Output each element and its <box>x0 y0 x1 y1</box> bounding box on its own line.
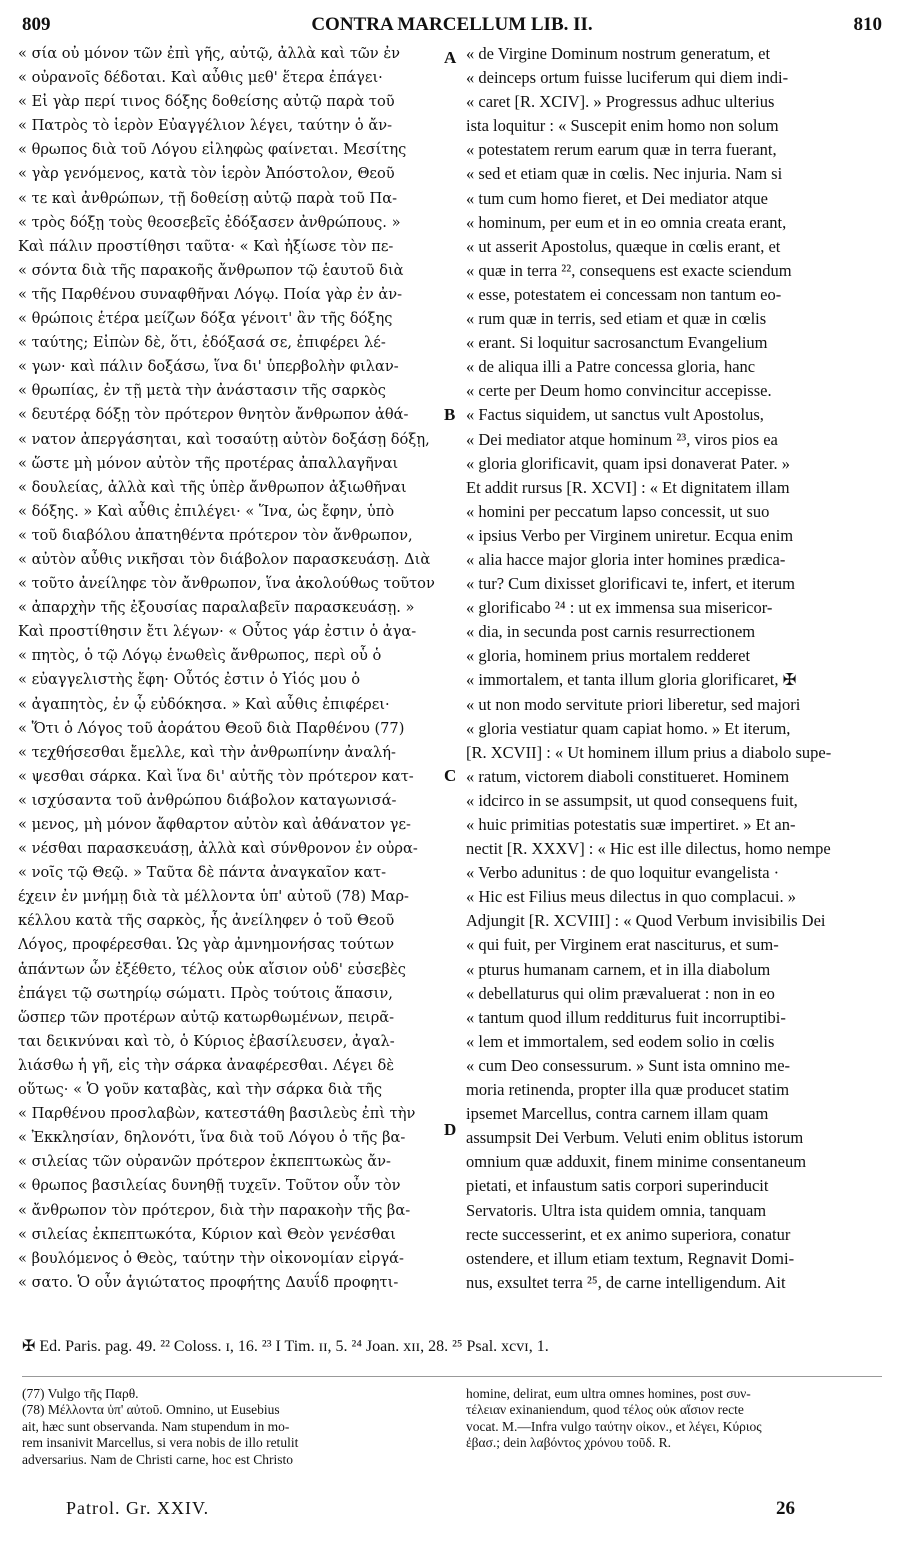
greek-text-line: « νέσθαι παρασκευάσῃ, ἀλλὰ καὶ σύνθρονον ἐν οὐρα- <box>18 840 418 858</box>
greek-text-line: ται δεικνύναι καὶ τὸ, ὁ Κύριος ἐβασίλευσεν, ἀγαλ- <box>18 1032 395 1050</box>
notes-right-column <box>466 1386 884 1452</box>
greek-text-line: « δόξης. » Καὶ αὖθις ἐπιλέγει· « Ἵνα, ὡς ἔφην, ὑπὸ <box>18 502 395 520</box>
greek-text-line: « Πατρὸς τὸ ἱερὸν Εὐαγγέλιον λέγει, ταύτην ὁ ἄν- <box>18 117 393 135</box>
greek-text-line: « σιλείας ἐκπεπτωκότα, Κύριον καὶ Θεὸν γενέσθαι <box>18 1225 396 1243</box>
greek-text-line: Λόγος, προφέρεσθαι. Ὡς γὰρ ἀμνημονήσας τούτων <box>18 936 395 954</box>
latin-text-line: « deinceps ortum fuisse luciferum qui diem indi- <box>466 68 789 88</box>
greek-text-line: « θρωπος βασιλείας δυνηθῇ τυχεῖν. Τοῦτον οὖν τὸν <box>18 1177 401 1195</box>
sheet-number: 26 <box>776 1498 795 1519</box>
latin-text-line: « gloria glorificavit, quam ipsi donaverat Pater. » <box>466 453 790 473</box>
latin-text-line: pietati, et infaustum satis corpori superinducit <box>466 1176 769 1196</box>
latin-text-line: « ratum, victorem diaboli constitueret. Hominem <box>466 766 790 786</box>
latin-text-line: « idcirco in se assumpsit, ut quod consequens fuit, <box>466 790 798 810</box>
margin-marker-d: D <box>444 1120 457 1139</box>
latin-text-line: « esse, potestatem ei concessam non tantum eo- <box>466 284 782 304</box>
page-number-right: 810 <box>853 14 882 35</box>
latin-text-line: « ipsius Verbo per Virginem uniretur. Ecqua enim <box>466 525 794 545</box>
greek-text-line: « δευτέρᾳ δόξῃ τὸν πρότερον θνητὸν ἄνθρωπον ἀθά- <box>18 406 409 424</box>
greek-text-line: « ἄνθρωπον τὸν πρότερον, διὰ τὴν παρακοὴν τῆς βα- <box>18 1201 411 1219</box>
greek-text-line: « οὐρανοῖς δέδοται. Καὶ αὖθις μεθ' ἕτερα ἐπάγει· <box>18 69 383 87</box>
latin-text-line: « homini per peccatum lapso concessit, ut suo <box>466 501 770 521</box>
notes-left-column <box>22 1386 442 1468</box>
note-line: (78) Μέλλοντα ὑπ' αὐτοῦ. Omnino, ut Eusebius <box>22 1402 280 1418</box>
latin-text-line: « erant. Si loquitur sacrosanctum Evangelium <box>466 333 768 353</box>
margin-marker-b: B <box>444 405 456 424</box>
greek-text-line: « τε καὶ ἀνθρώπων, τῇ δοθείσῃ αὐτῷ παρὰ τοῦ Πα- <box>18 189 397 207</box>
latin-text-line: nus, exsultet terra ²⁵, de carne intelligendum. Ait <box>466 1272 786 1292</box>
latin-text-line: « ut non modo servitute priori liberetur, sed majori <box>466 694 801 714</box>
greek-text-line: « γων· καὶ πάλιν δοξάσω, ἵνα δι' ὑπερβολὴν φιλαν- <box>18 358 399 376</box>
latin-text-line: moria retinenda, propter illa quæ producet statim <box>466 1080 790 1100</box>
greek-text-line: « θρωπίας, ἐν τῇ μετὰ τὴν ἀνάστασιν τῆς σαρκὸς <box>18 382 386 400</box>
greek-text-line: λιάσθω ἡ γῆ, εἰς τὴν σάρκα ἀναφέρεσθαι. Λέγει δὲ <box>18 1056 395 1074</box>
footnote-references: ✠ Ed. Paris. pag. 49. ²² Coloss. ɪ, 16. ²³ I Tim. ɪɪ, 5. ²⁴ Joan. xɪɪ, 28. ²⁵ Psal. xcvɪ, 1. <box>22 1338 549 1355</box>
running-title: CONTRA MARCELLUM LIB. II. <box>311 14 593 35</box>
latin-text-line: « dia, in secunda post carnis resurrectionem <box>466 622 756 642</box>
latin-text-line: « cum Deo consessurum. » Sunt ista omnino me- <box>466 1055 791 1075</box>
greek-text-line: « Ἐκκλησίαν, δηλονότι, ἵνα διὰ τοῦ Λόγου ὁ τῆς βα- <box>18 1129 406 1147</box>
latin-text-line: omnium quæ adduxit, finem minime consentaneum <box>466 1152 807 1172</box>
latin-text-line: « gloria vestiatur quam capiat homo. » Et iterum, <box>466 718 791 738</box>
latin-text-line: « quæ in terra ²², consequens est exacte sciendum <box>466 260 792 280</box>
latin-text-line: « qui fuit, per Virginem erat nasciturus, et sum- <box>466 935 779 955</box>
greek-text-line: « ψεσθαι σάρκα. Καὶ ἵνα δι' αὐτῆς τὸν πρότερον κατ- <box>18 767 414 785</box>
greek-text-line: « σατο. Ὁ οὖν ἁγιώτατος προφήτης Δαυΐδ προφητι- <box>18 1273 399 1291</box>
greek-text-line: « τῆς Παρθένου συναφθῆναι Λόγῳ. Ποία γὰρ ἐν ἀν- <box>18 285 403 303</box>
greek-text-line: « ισχύσαντα τοῦ ἀνθρώπου διάβολον καταγωνισά- <box>18 791 397 809</box>
note-line: homine, delirat, eum ultra omnes homines, post συν- <box>466 1386 751 1401</box>
latin-text-line: « tur? Cum dixisset glorificavi te, infert, et iterum <box>466 574 796 594</box>
greek-text-line: « Παρθένου προσλαβὼν, κατεστάθη βασιλεὺς ἐπὶ τὴν <box>18 1105 416 1123</box>
latin-text-line: « de aliqua illi a Patre concessa gloria, hanc <box>466 357 756 377</box>
latin-text-line: « tantum quod illum redditurus fuit incorruptibi- <box>466 1007 786 1027</box>
latin-text-line: « gloria, hominem prius mortalem redderet <box>466 646 751 666</box>
greek-text-line: « σιλείας τῶν οὐρανῶν πρότερον ἐκπεπτωκὼς ἄν- <box>18 1153 391 1171</box>
page-number-left: 809 <box>22 14 51 35</box>
note-line: τέλειαν exinaniendum, quod τέλος οὐκ αἴσιον recte <box>466 1402 744 1418</box>
greek-text-line: « νοῖς τῷ Θεῷ. » Ταῦτα δὲ πάντα ἀναγκαῖον κατ- <box>18 864 387 882</box>
latin-text-line: « ut asserit Apostolus, quæque in cœlis erant, et <box>466 236 781 256</box>
greek-text-line: « σόντα διὰ τῆς παρακοῆς ἄνθρωπον τῷ ἑαυτοῦ διὰ <box>18 261 404 279</box>
latin-text-line: « immortalem, et tanta illum gloria glorificaret, ✠ <box>466 670 797 690</box>
latin-text-line: Et addit rursus [R. XCVI] : « Et dignitatem illam <box>466 477 790 497</box>
greek-text-line: « σία οὐ μόνον τῶν ἐπὶ γῆς, αὐτῷ, ἀλλὰ καὶ τῶν ἐν <box>18 45 401 62</box>
latin-text-line: « pturus humanam carnem, et in illa diabolum <box>466 959 771 979</box>
latin-text-line: ostendere, et illum etiam textum, Regnavit Domi- <box>466 1248 795 1268</box>
greek-text-line: « ἀπαρχὴν τῆς ἐξουσίας παραλαβεῖν παρασκευάσῃ. » <box>18 599 415 617</box>
greek-text-line: Καὶ πάλιν προστίθησι ταῦτα· « Καὶ ἠξίωσε τὸν πε- <box>18 237 394 255</box>
latin-text-line: [R. XCVII] : « Ut hominem illum prius a diabolo supe- <box>466 742 832 762</box>
note-line: (77) Vulgo τῆς Παρθ. <box>22 1386 139 1401</box>
greek-text-line: « τρὸς δόξῃ τοὺς θεοσεβεῖς ἐδόξασεν ἀνθρώπους. » <box>18 213 401 231</box>
greek-text-line: « γὰρ γενόμενος, κατὰ τὸν ἱερὸν Ἀπόστολον, Θεοῦ <box>18 165 395 183</box>
margin-marker-a: A <box>444 48 457 67</box>
greek-text-line: ὥσπερ τῶν προτέρων αὐτῷ κατωρθωμένων, πειρᾶ- <box>18 1008 395 1026</box>
running-header <box>22 14 882 40</box>
latin-text-line: « rum quæ in terris, sed etiam et quæ in cœlis <box>466 309 767 329</box>
notes-divider <box>22 1376 882 1377</box>
latin-text-line: ista loquitur : « Suscepit enim homo non solum <box>466 116 779 136</box>
greek-text-line: « τοῦτο ἀνείληφε τὸν ἄνθρωπον, ἵνα ἀκολούθως τοῦτον <box>18 575 435 593</box>
greek-text-line: « μενος, μὴ μόνον ἄφθαρτον αὐτὸν καὶ ἀθάνατον γε- <box>18 816 411 833</box>
latin-text-line: « Factus siquidem, ut sanctus vult Apostolus, <box>466 405 764 425</box>
latin-text-line: « certe per Deum homo convincitur accepisse. <box>466 381 772 401</box>
greek-text-line: « νατον ἀπεργάσηται, καὶ τοσαύτῃ αὐτὸν δοξάσῃ δόξῃ, <box>18 430 430 448</box>
latin-text-line: « hominum, per eum et in eo omnia creata erant, <box>466 212 787 232</box>
latin-text-line: « debellaturus qui olim prævaluerat : non in eo <box>466 983 775 1003</box>
latin-text-line: recte successerint, et ex animo superiora, conatur <box>466 1224 791 1244</box>
latin-text-line: « lem et immortalem, sed eodem solio in cœlis <box>466 1031 775 1051</box>
latin-text-line: ipsemet Marcellus, contra carnem illam quam <box>466 1104 769 1124</box>
greek-text-line: « εὐαγγελιστὴς ἔφη· Οὗτός ἐστιν ὁ Υἱός μου ὁ <box>18 671 361 689</box>
greek-text-line: « βουλόμενος ὁ Θεὸς, ταύτην τὴν οἰκονομίαν εἰργά- <box>18 1249 404 1267</box>
note-line: ἐβασ.; dein λαβόντος χρόνου τοῦδ. R. <box>466 1435 671 1451</box>
series-signature: Patrol. Gr. XXIV. <box>66 1498 210 1518</box>
greek-text-line: « αὐτὸν αὖθις νικῆσαι τὸν διάβολον παρασκευάσῃ. Διὰ <box>18 550 431 568</box>
greek-text-line: « ταύτης; Εἰπὼν δὲ, ὅτι, ἐδόξασά σε, ἐπιφέρει λέ- <box>18 334 386 352</box>
latin-text-line: « sed et etiam quæ in cœlis. Nec injuria. Nam si <box>466 164 783 184</box>
greek-text-line: « δουλείας, ἀλλὰ καὶ τῆς ὑπὲρ ἄνθρωπον ἀξιωθῆναι <box>18 478 407 496</box>
latin-text-line: « alia hacce major gloria inter homines prædica- <box>466 549 786 569</box>
latin-column <box>466 42 884 1295</box>
greek-text-line: ἐπάγει τῷ σωτηρίῳ σώματι. Πρὸς τούτοις ἅπασιν, <box>18 984 393 1002</box>
greek-text-line: ἁπάντων ὧν ἐξέθετο, τέλος οὐκ αἴσιον οὐδ' εὐσεβὲς <box>18 960 406 978</box>
latin-text-line: « glorificabo ²⁴ : ut ex immensa sua misericor- <box>466 598 773 618</box>
note-line: vocat. M.—Infra vulgo ταύτην οἰκον., et λέγει, Κύριος <box>466 1418 762 1434</box>
latin-text-line: « potestatem rerum earum quæ in terra fuerant, <box>466 140 777 160</box>
latin-text-line: nectit [R. XXXV] : « Hic est ille dilectus, homo nempe <box>466 839 831 859</box>
greek-text-line: « Ὅτι ὁ Λόγος τοῦ ἀοράτου Θεοῦ διὰ Παρθένου (77) <box>18 719 405 737</box>
latin-text-line: assumpsit Dei Verbum. Veluti enim oblitus istorum <box>466 1128 804 1148</box>
latin-text-line: « huic primitias potestatis suæ impertiret. » Et an- <box>466 815 796 834</box>
note-line: ait, hæc sunt observanda. Nam stupendum in mo- <box>22 1418 290 1434</box>
margin-marker-c: C <box>444 766 457 785</box>
greek-text-line: « πητὸς, ὁ τῷ Λόγῳ ἑνωθεὶς ἄνθρωπος, περὶ οὗ ὁ <box>18 647 382 665</box>
note-line: rem insanivit Marcellus, si vera nobis de illo retulit <box>22 1435 299 1451</box>
latin-text-line: « de Virgine Dominum nostrum generatum, et <box>466 44 771 63</box>
greek-text-line: « θρωπος διὰ τοῦ Λόγου εἰληφὼς φαίνεται. Μεσίτης <box>18 141 407 159</box>
greek-text-line: έχειν ἐν μνήμῃ διὰ τὰ μέλλοντα ὑπ' αὐτοῦ (78) Μαρ- <box>18 888 409 906</box>
latin-text-line: « Dei mediator atque hominum ²³, viros pios ea <box>466 429 778 449</box>
latin-text-line: Servatoris. Ultra ista quidem omnia, tanquam <box>466 1200 767 1220</box>
greek-text-line: « ὥστε μὴ μόνον αὐτὸν τῆς προτέρας ἀπαλλαγῆναι <box>18 454 399 472</box>
latin-text-line: « Verbo adunitus : de quo loquitur evangelista · <box>466 863 780 883</box>
greek-text-line: κέλλου κατὰ τῆς σαρκὸς, ἧς ἀνείληφεν ὁ τοῦ Θεοῦ <box>18 912 395 930</box>
greek-text-line: « ἀγαπητὸς, ἐν ᾧ εὐδόκησα. » Καὶ αὖθις ἐπιφέρει· <box>18 695 390 713</box>
latin-text-line: « tum cum homo fieret, et Dei mediator atque <box>466 188 768 208</box>
latin-text-line: Adjungit [R. XCVIII] : « Quod Verbum invisibilis Dei <box>466 911 826 931</box>
note-line: adversarius. Nam de Christi carne, hoc est Christo <box>22 1451 294 1467</box>
latin-text-line: « Hic est Filius meus dilectus in quo complacui. » <box>466 887 796 907</box>
greek-text-line: Καὶ προστίθησιν ἔτι λέγων· « Οὗτος γάρ ἐστιν ὁ ἀγα- <box>18 623 417 641</box>
greek-text-line: « Εἰ γὰρ περί τινος δόξης δοθείσης αὐτῷ παρὰ τοῦ <box>18 93 395 111</box>
greek-text-line: « τοῦ διαβόλου ἀπατηθέντα πρότερον τὸν ἄνθρωπον, <box>18 526 413 544</box>
greek-text-line: οὕτως· « Ὁ γοῦν καταβὰς, καὶ τὴν σάρκα διὰ τῆς <box>18 1081 383 1099</box>
greek-column <box>18 42 443 1295</box>
greek-text-line: « τεχθήσεσθαι ἔμελλε, καὶ τὴν ἀνθρωπίνην ἀναλή- <box>18 743 396 761</box>
greek-text-line: « θρώποις ἑτέρα μείζων δόξα γένοιτ' ἂν τῆς δόξης <box>18 310 393 328</box>
latin-text-line: « caret [R. XCIV]. » Progressus adhuc ulterius <box>466 92 775 112</box>
